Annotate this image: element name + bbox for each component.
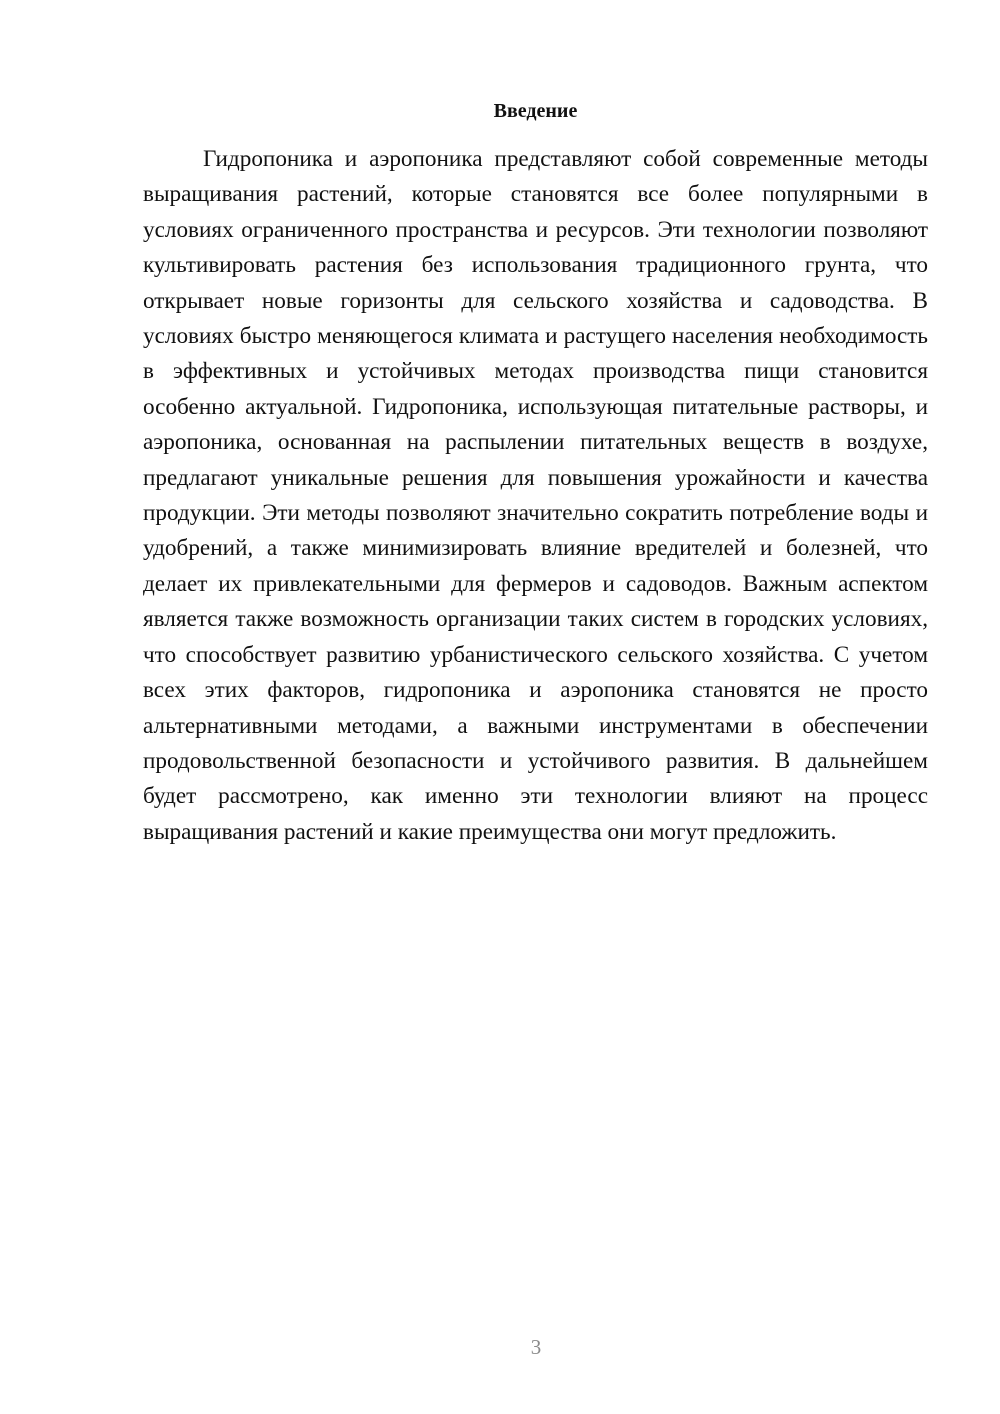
page-number: 3 xyxy=(530,1335,542,1359)
section-heading: Введение xyxy=(493,100,578,122)
introduction-paragraph: Гидропоника и аэропоника представляют собой современные методы выращивания растений, которые становятся все более популярными в условиях ограниченного пространства и ресурсов. Эти технологии позволяют культивировать растения без использования традиционного грунта, что открывает новые горизонты для сельского хозяйства и садоводства. В условиях быстро меняющегося климата и растущего населения необходимость в эффективных и устойчивых методах производства пищи становится особенно актуальной. Гидропоника, использующая питательные растворы, и аэропоника, основанная на распылении питательных веществ в воздухе, предлагают уникальные решения для повышения урожайности и качества продукции. Эти методы позволяют значительно сократить потребление воды и удобрений, а также минимизировать влияние вредителей и болезней, что делает их привлекательными для фермеров и садоводов. Важным аспектом является также возможность организации таких систем в городских условиях, что способствует развитию урбанистического сельского хозяйства. С учетом всех этих факторов, гидропоника и аэропоника становятся не просто альтернативными методами, а важными инструментами в обеспечении продовольственной безопасности и устойчивого развития. В дальнейшем будет рассмотрено, как именно эти технологии влияют на процесс выращивания растений и какие преимущества они могут предложить. xyxy=(143,146,928,845)
